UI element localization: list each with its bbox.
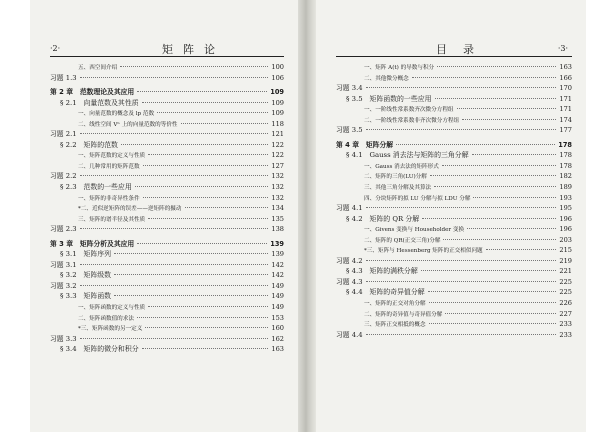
- dot-leader: [421, 270, 557, 271]
- entry-page-number: 189: [559, 183, 572, 192]
- entry-page-number: 196: [559, 214, 572, 223]
- subsection-entry: [50, 323, 284, 334]
- dot-leader: [143, 197, 269, 198]
- entry-title: 一、一阶线性常系数齐次微分方程组: [364, 107, 454, 114]
- entry-title: 一、Givens 变换与 Householder 变换: [364, 227, 465, 234]
- subsection-entry: [50, 62, 284, 73]
- entry-page-number: 162: [271, 334, 284, 343]
- dot-leader: [121, 144, 268, 145]
- exercise-entry: [336, 277, 572, 288]
- left-toc-list: [50, 62, 284, 355]
- section-entry: [336, 150, 572, 161]
- entry-page-number: 221: [559, 267, 572, 276]
- section-entry: [50, 270, 284, 281]
- entry-title: 二、几种常用的矩阵范数: [78, 163, 140, 170]
- entry-page-number: 219: [559, 256, 572, 265]
- dot-leader: [80, 285, 269, 286]
- entry-page-number: 149: [271, 281, 284, 290]
- entry-title: 五、西空间介绍: [78, 65, 118, 71]
- section-entry: [50, 98, 284, 109]
- exercise-entry: [336, 125, 572, 136]
- dot-leader: [443, 239, 556, 240]
- entry-title: 四、分块矩阵的拟 LU 分解与拟 LDU 分解: [364, 195, 471, 202]
- entry-page-number: 109: [271, 98, 284, 107]
- entry-title: 三、其他三角分解及其算法: [364, 185, 432, 192]
- entry-page-number: 134: [271, 204, 284, 213]
- chapter-entry: [50, 239, 284, 250]
- dot-leader: [142, 348, 269, 349]
- entry-page-number: 138: [271, 225, 284, 234]
- entry-title: 一、矩阵函数的定义与性质: [78, 305, 146, 312]
- subsection-entry: [336, 224, 572, 235]
- entry-page-number: 142: [271, 260, 284, 269]
- subsection-entry: [50, 161, 284, 172]
- dot-leader: [137, 243, 267, 244]
- entry-page-number: 139: [271, 250, 284, 259]
- entry-page-number: 127: [271, 161, 284, 170]
- entry-page-number: 163: [559, 63, 572, 71]
- entry-page-number: 225: [559, 277, 572, 286]
- exercise-entry: [50, 73, 284, 84]
- entry-page-number: 174: [559, 115, 572, 124]
- entry-title: 习题 3.1: [50, 260, 77, 269]
- dot-leader: [142, 102, 269, 103]
- dot-leader: [366, 129, 557, 130]
- dot-leader: [429, 302, 557, 303]
- entry-title: 三、矩阵的谱半径及其性质: [78, 216, 146, 223]
- dot-leader: [137, 91, 267, 92]
- dot-leader: [148, 306, 268, 307]
- entry-page-number: 109: [271, 109, 284, 118]
- entry-page-number: 203: [559, 235, 572, 244]
- entry-title: 二、矩阵的 QR(正交三角)分解: [364, 237, 441, 244]
- dot-leader: [143, 165, 269, 166]
- entry-page-number: 160: [271, 324, 284, 333]
- entry-title: 习题 2.3: [50, 225, 77, 234]
- entry-title: § 4.3 矩阵的满秩分解: [346, 267, 418, 276]
- dot-leader: [80, 133, 269, 134]
- exercise-entry: [50, 334, 284, 345]
- right-page-number: ·3·: [557, 44, 568, 53]
- subsection-entry: [336, 245, 572, 256]
- section-entry: [336, 94, 572, 105]
- section-entry: [336, 214, 572, 225]
- entry-page-number: 153: [271, 313, 284, 322]
- dot-leader: [434, 186, 556, 187]
- entry-title: 二、其他微分概念: [364, 75, 409, 82]
- entry-page-number: 132: [271, 172, 284, 181]
- entry-page-number: 171: [559, 105, 572, 114]
- dot-leader: [472, 154, 557, 155]
- entry-title: 习题 2.1: [50, 130, 77, 139]
- subsection-entry: [336, 182, 572, 193]
- subsection-entry: [336, 104, 572, 115]
- entry-page-number: 182: [559, 172, 572, 181]
- entry-page-number: 149: [271, 292, 284, 301]
- dot-leader: [114, 253, 268, 254]
- dot-leader: [137, 317, 268, 318]
- dot-leader: [445, 313, 556, 314]
- entry-title: 二、矩阵的奇异值与奇异值分解: [364, 311, 443, 318]
- entry-title: 一、Gauss 消去法的矩阵形式: [364, 163, 439, 170]
- entry-page-number: 132: [271, 193, 284, 202]
- entry-title: 习题 4.4: [336, 330, 363, 339]
- subsection-entry: [50, 119, 284, 130]
- entry-title: § 4.2 矩阵的 QR 分解: [346, 214, 420, 223]
- dot-leader: [366, 87, 557, 88]
- dot-leader: [80, 264, 269, 265]
- dot-leader: [157, 112, 268, 113]
- dot-leader: [366, 207, 557, 208]
- entry-title: 习题 3.4: [336, 84, 363, 93]
- entry-title: 一、矩阵范数的定义与性质: [78, 153, 146, 160]
- book-gutter: [298, 0, 316, 432]
- entry-title: *三、矩阵与 Hessenberg 矩阵的正交相似问题: [364, 248, 483, 255]
- left-page-number: ·2·: [50, 44, 61, 53]
- subsection-entry: [50, 203, 284, 214]
- entry-title: § 3.2 矩阵级数: [60, 271, 112, 280]
- section-entry: [50, 249, 284, 260]
- dot-leader: [429, 323, 557, 324]
- entry-page-number: 233: [559, 330, 572, 339]
- entry-page-number: 233: [559, 320, 572, 329]
- dot-leader: [80, 175, 269, 176]
- entry-title: 习题 2.2: [50, 172, 77, 181]
- right-toc-list: [336, 62, 572, 340]
- entry-title: § 2.1 向量范数及其性质: [60, 98, 139, 107]
- dot-leader: [366, 281, 557, 282]
- exercise-entry: [50, 260, 284, 271]
- section-entry: [50, 291, 284, 302]
- subsection-entry: [50, 193, 284, 204]
- dot-leader: [80, 228, 269, 229]
- entry-page-number: 163: [271, 345, 284, 354]
- dot-leader: [473, 197, 556, 198]
- left-page-header: [50, 40, 284, 57]
- entry-page-number: 122: [271, 151, 284, 160]
- dot-leader: [422, 218, 556, 219]
- dot-leader: [80, 338, 269, 339]
- entry-title: 习题 1.3: [50, 73, 77, 82]
- subsection-entry: [336, 171, 572, 182]
- right-running-title: 目录: [436, 43, 490, 56]
- dot-leader: [145, 327, 268, 328]
- exercise-entry: [50, 171, 284, 182]
- section-entry: [50, 344, 284, 355]
- entry-page-number: 178: [559, 151, 572, 160]
- exercise-entry: [336, 330, 572, 341]
- entry-title: 习题 4.3: [336, 277, 363, 286]
- dot-leader: [114, 274, 268, 275]
- entry-title: 二、矩阵的三角(LU)分解: [364, 174, 427, 181]
- entry-page-number: 177: [559, 126, 572, 135]
- entry-title: 第 3 章 矩阵分析及其应用: [50, 239, 135, 248]
- exercise-entry: [50, 129, 284, 140]
- subsection-entry: [336, 319, 572, 330]
- entry-title: § 3.1 矩阵序列: [60, 250, 112, 259]
- entry-page-number: 178: [559, 161, 572, 170]
- dot-leader: [430, 175, 557, 176]
- subsection-entry: [50, 214, 284, 225]
- exercise-entry: [50, 281, 284, 292]
- chapter-entry: [336, 140, 572, 151]
- subsection-entry: [336, 235, 572, 246]
- entry-page-number: 121: [271, 130, 284, 139]
- chapter-entry: [50, 87, 284, 98]
- dot-leader: [366, 260, 557, 261]
- entry-title: 习题 4.2: [336, 256, 363, 265]
- right-page-header: [336, 40, 572, 57]
- entry-title: 习题 3.3: [50, 334, 77, 343]
- dot-leader: [148, 218, 268, 219]
- subsection-entry: [336, 309, 572, 320]
- section-entry: [50, 140, 284, 151]
- entry-title: § 3.4 矩阵的微分和积分: [60, 345, 139, 354]
- entry-title: 习题 3.5: [336, 126, 363, 135]
- entry-page-number: 100: [271, 63, 284, 71]
- entry-title: 习题 4.1: [336, 204, 363, 213]
- exercise-entry: [336, 83, 572, 94]
- entry-page-number: 215: [559, 246, 572, 255]
- subsection-entry: [336, 193, 572, 204]
- entry-title: § 4.1 Gauss 消去法与矩阵的三角分解: [346, 151, 469, 160]
- entry-title: *二、近似逆矩阵的误差——逆矩阵的摄动: [78, 206, 182, 213]
- dot-leader: [486, 249, 557, 250]
- entry-title: § 3.3 矩阵函数: [60, 292, 112, 301]
- entry-page-number: 142: [271, 271, 284, 280]
- subsection-entry: [336, 161, 572, 172]
- entry-title: 第 4 章 矩阵分解: [336, 140, 394, 149]
- entry-page-number: 226: [559, 299, 572, 308]
- entry-title: 三、矩阵正交相抵的概念: [364, 322, 426, 329]
- exercise-entry: [336, 203, 572, 214]
- section-entry: [50, 182, 284, 193]
- entry-title: 二、一阶线性常系数非齐次微分方程组: [364, 117, 460, 124]
- entry-page-number: 122: [271, 140, 284, 149]
- entry-page-number: 166: [559, 73, 572, 82]
- entry-page-number: 106: [271, 73, 284, 82]
- entry-page-number: 149: [271, 303, 284, 312]
- dot-leader: [437, 66, 556, 67]
- dot-leader: [457, 108, 557, 109]
- entry-page-number: 109: [270, 88, 284, 97]
- dot-leader: [366, 334, 557, 335]
- right-page: [316, 0, 586, 432]
- dot-leader: [135, 186, 269, 187]
- entry-page-number: 118: [271, 119, 284, 128]
- entry-title: 二、矩阵函数值的求法: [78, 315, 134, 322]
- subsection-entry: [50, 313, 284, 324]
- dot-leader: [120, 66, 268, 67]
- entry-title: 习题 3.2: [50, 281, 77, 290]
- subsection-entry: [336, 115, 572, 126]
- entry-title: 一、矩阵的非奇异性条件: [78, 195, 140, 202]
- entry-page-number: 195: [559, 204, 572, 213]
- dot-leader: [467, 228, 556, 229]
- entry-title: *三、矩阵函数的另一定义: [78, 326, 143, 333]
- subsection-entry: [50, 108, 284, 119]
- entry-title: 一、矩阵的正交对角分解: [364, 301, 426, 308]
- dot-leader: [396, 144, 555, 145]
- entry-page-number: 225: [559, 288, 572, 297]
- section-entry: [336, 287, 572, 298]
- dot-leader: [462, 119, 556, 120]
- exercise-entry: [50, 224, 284, 235]
- dot-leader: [442, 165, 557, 166]
- entry-title: 二、线性空间 Vⁿ 上的向量范数的等价性: [78, 121, 178, 128]
- entry-page-number: 193: [559, 193, 572, 202]
- subsection-entry: [336, 62, 572, 73]
- entry-title: § 2.2 矩阵的范数: [60, 140, 118, 149]
- entry-title: 第 2 章 范数理论及其应用: [50, 88, 135, 97]
- subsection-entry: [336, 298, 572, 309]
- entry-title: 一、矩阵 A(t) 的导数与积分: [364, 65, 435, 71]
- entry-page-number: 171: [559, 94, 572, 103]
- dot-leader: [412, 77, 557, 78]
- dot-leader: [181, 123, 269, 124]
- section-entry: [336, 266, 572, 277]
- entry-page-number: 196: [559, 225, 572, 234]
- dot-leader: [185, 207, 269, 208]
- left-page: [30, 0, 298, 432]
- entry-page-number: 227: [559, 309, 572, 318]
- entry-page-number: 170: [559, 84, 572, 93]
- entry-page-number: 139: [270, 239, 284, 248]
- dot-leader: [428, 291, 557, 292]
- dot-leader: [80, 77, 269, 78]
- dot-leader: [435, 98, 557, 99]
- dot-leader: [114, 295, 268, 296]
- subsection-entry: [336, 73, 572, 84]
- entry-page-number: 178: [558, 140, 572, 149]
- left-running-title: 矩阵论: [162, 43, 225, 56]
- entry-page-number: 135: [271, 214, 284, 223]
- dot-leader: [148, 154, 268, 155]
- entry-title: § 4.4 矩阵的奇异值分解: [346, 288, 425, 297]
- entry-title: § 2.3 范数的一些应用: [60, 183, 132, 192]
- entry-title: 一、向量范数的概念及 lp 范数: [78, 111, 155, 118]
- entry-page-number: 132: [271, 183, 284, 192]
- exercise-entry: [336, 256, 572, 267]
- entry-title: § 3.5 矩阵函数的一些应用: [346, 94, 432, 103]
- subsection-entry: [50, 150, 284, 161]
- subsection-entry: [50, 302, 284, 313]
